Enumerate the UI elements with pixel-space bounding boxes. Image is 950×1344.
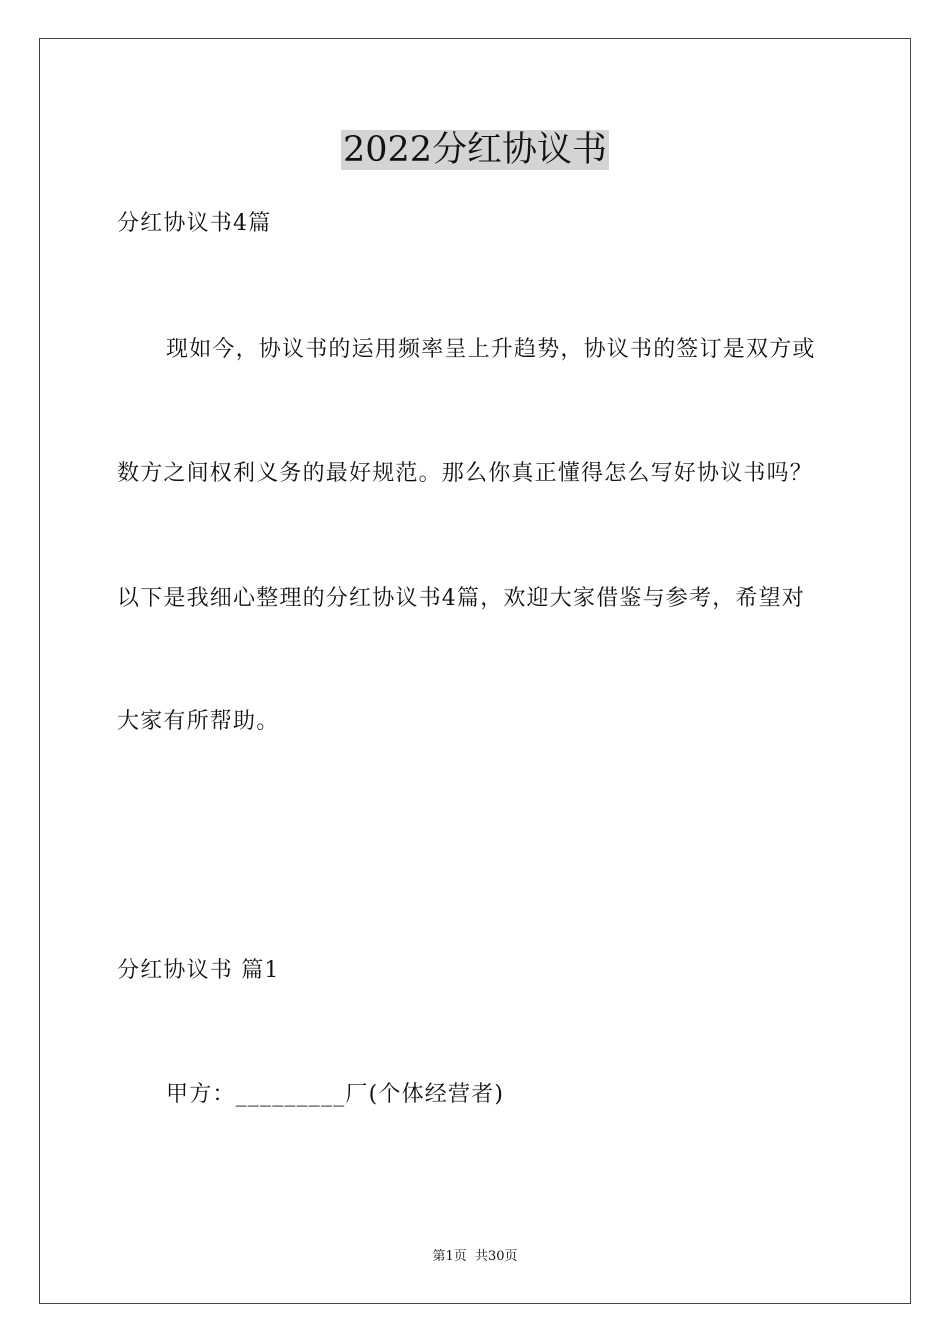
paragraph-line: 大家有所帮助。 (117, 709, 280, 734)
document-subtitle: 分红协议书4篇 (117, 211, 272, 236)
section-heading: 分红协议书 篇1 (117, 958, 280, 983)
paragraph-line: 数方之间权利义务的最好规范。那么你真正懂得怎么写好协议书吗？ (117, 461, 814, 486)
page-footer: 第1页 共30页 (432, 1249, 518, 1264)
document-title-text: 2022分红协议书 (342, 130, 608, 170)
paragraph-line: 现如今，协议书的运用频率呈上升趋势，协议书的签订是双方或 (166, 337, 816, 362)
document-title (0, 128, 950, 172)
party-a-line: 甲方：_________厂(个体经营者) (166, 1082, 505, 1107)
paragraph-line: 以下是我细心整理的分红协议书4篇，欢迎大家借鉴与参考，希望对 (117, 586, 805, 611)
